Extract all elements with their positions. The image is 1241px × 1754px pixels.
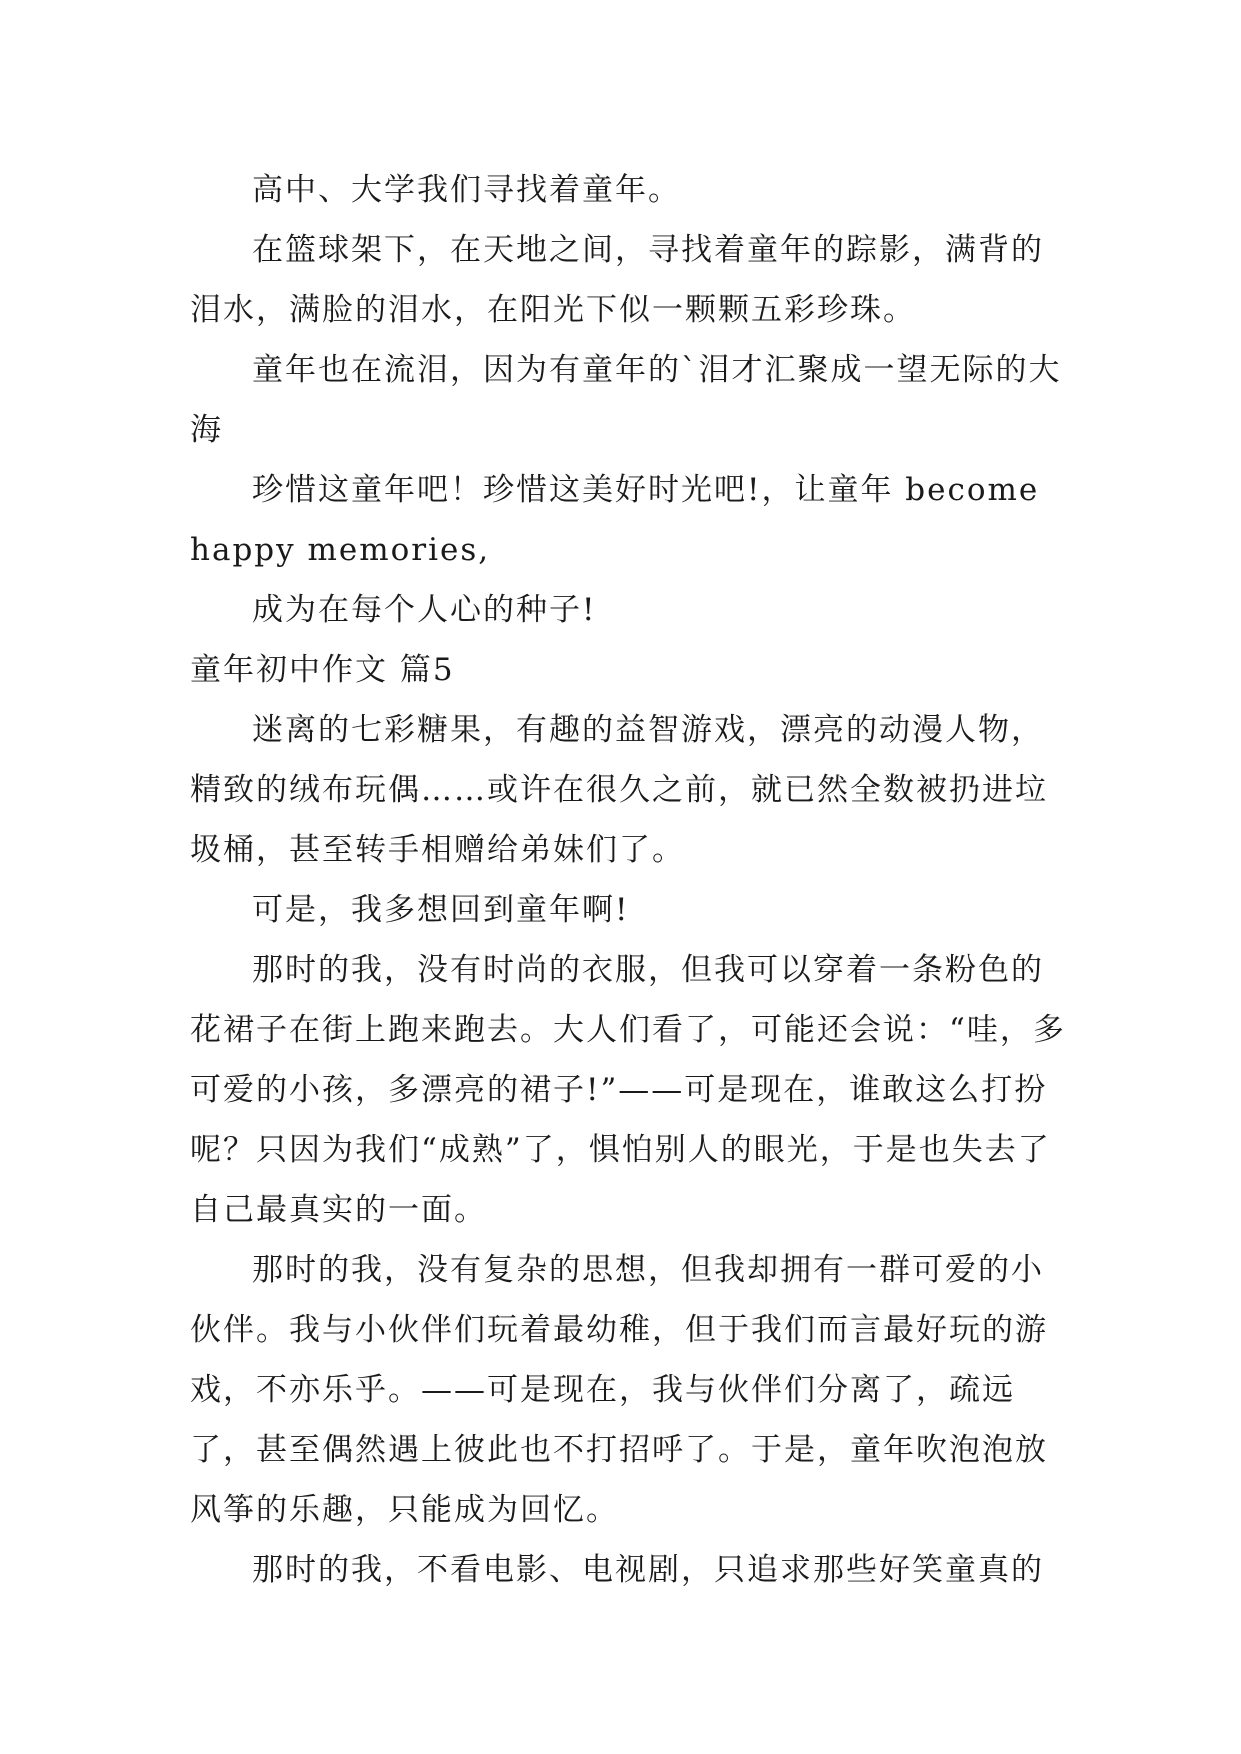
paragraph: 那时的我，不看电影、电视剧，只追求那些好笑童真的 xyxy=(252,1552,1044,1588)
paragraph: 成为在每个人心的种子! xyxy=(252,592,597,628)
paragraph: 高中、大学我们寻找着童年。 xyxy=(252,172,681,208)
paragraph: 迷离的七彩糖果，有趣的益智游戏，漂亮的动漫人物，精致的绒布玩偶……或许在很久之前，就已然全数被扔进垃圾桶，甚至转手相赠给弟妹们了。 xyxy=(190,712,1048,868)
paragraph: 童年也在流泪，因为有童年的`泪才汇聚成一望无际的大海 xyxy=(190,352,1062,448)
paragraph: 可是，我多想回到童年啊! xyxy=(252,892,630,928)
paragraph: 那时的我，没有时尚的衣服，但我可以穿着一条粉色的花裙子在街上跑来跑去。大人们看了，可能还会说：“哇，多可爱的小孩，多漂亮的裙子!”——可是现在，谁敢这么打扮呢？只因为我们“成熟”了，惧怕别人的眼光，于是也失去了自己最真实的一面。 xyxy=(190,952,1066,1228)
paragraph: 那时的我，没有复杂的思想，但我却拥有一群可爱的小伙伴。我与小伙伴们玩着最幼稚，但于我们而言最好玩的游戏，不亦乐乎。——可是现在，我与伙伴们分离了，疏远了，甚至偶然遇上彼此也不打招呼了。于是，童年吹泡泡放风筝的乐趣，只能成为回忆。 xyxy=(190,1252,1048,1528)
document-body xyxy=(190,160,1070,1600)
paragraph: 在篮球架下，在天地之间，寻找着童年的踪影，满背的泪水，满脸的泪水，在阳光下似一颗颗五彩珍珠。 xyxy=(190,232,1044,328)
paragraph: 珍惜这童年吧！珍惜这美好时光吧!，让童年 become happy memories, xyxy=(190,472,1040,568)
section-heading: 童年初中作文 篇5 xyxy=(190,652,455,688)
